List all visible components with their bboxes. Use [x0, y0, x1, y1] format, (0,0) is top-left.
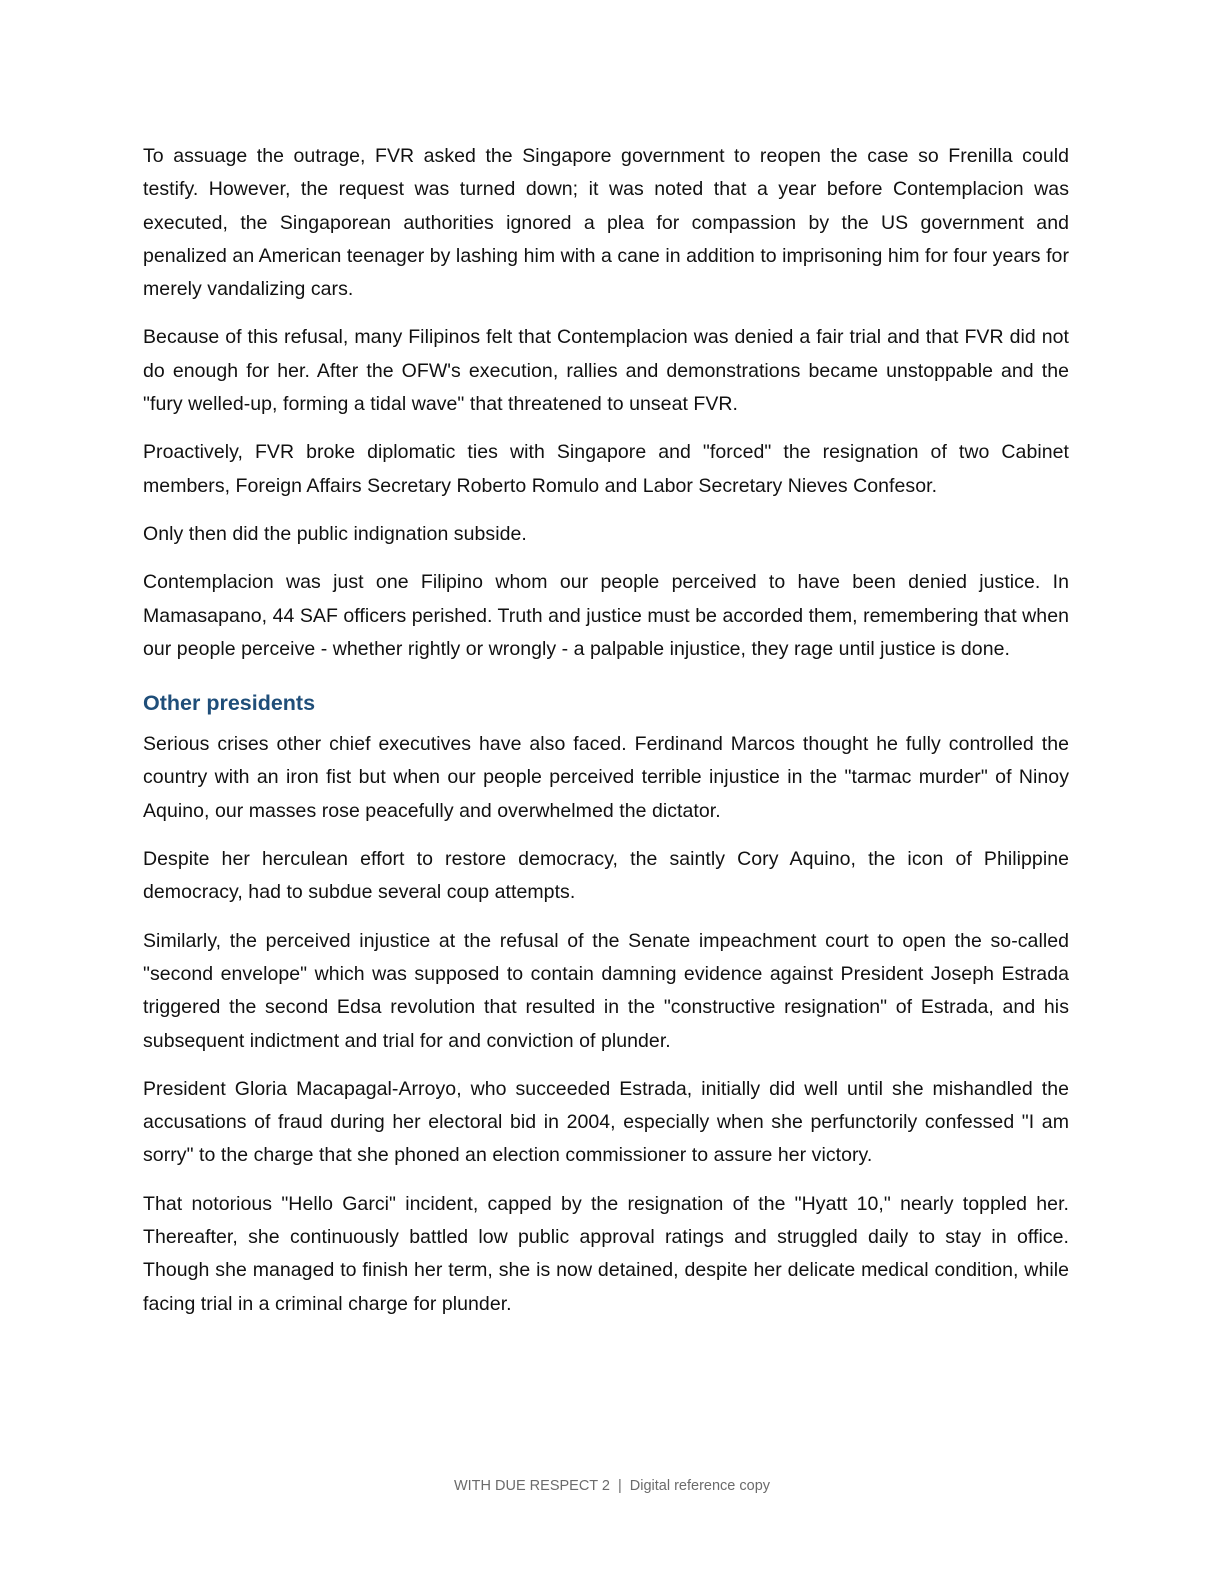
paragraph-3: Proactively, FVR broke diplomatic ties with Singapore and "forced" the resignation of two Cabinet members, Foreign Affairs Secretary Roberto Romulo and Labor Secretary Nieves Confesor.	[143, 441, 1069, 497]
paragraph-4: Only then did the public indignation subside.	[143, 522, 527, 545]
page-footer	[0, 1478, 1224, 1494]
paragraph-8: Similarly, the perceived injustice at the refusal of the Senate impeachment court to open the so-called "second envelope" which was supposed to contain damning evidence against President Joseph Estrada triggered the second Edsa revolution that resulted in the "constructive resignation" of Estrada, and his subsequent indictment and trial for and conviction of plunder.	[143, 929, 1069, 1052]
paragraph-10: That notorious "Hello Garci" incident, capped by the resignation of the "Hyatt 10," nearly toppled her. Thereafter, she continuously battled low public approval ratings and struggled daily to stay in office. Though she managed to finish her term, she is now detained, despite her delicate medical condition, while facing trial in a criminal charge for plunder.	[143, 1192, 1069, 1315]
footer-separator: |	[618, 1478, 622, 1494]
paragraph-7: Despite her herculean effort to restore democracy, the saintly Cory Aquino, the icon of Philippine democracy, had to subdue several coup attempts.	[143, 848, 1069, 904]
paragraph-1: To assuage the outrage, FVR asked the Singapore government to reopen the case so Frenilla could testify. However, the request was turned down; it was noted that a year before Contemplacion was executed, the Singaporean authorities ignored a plea for compassion by the US government and penalized an American teenager by lashing him with a cane in addition to imprisoning him for four years for merely vandalizing cars.	[143, 145, 1069, 301]
section-heading: Other presidents	[143, 691, 316, 716]
paragraph-2: Because of this refusal, many Filipinos felt that Contemplacion was denied a fair trial and that FVR did not do enough for her. After the OFW's execution, rallies and demonstrations became unstoppable and the "fury welled-up, forming a tidal wave" that threatened to unseat FVR.	[143, 326, 1069, 416]
paragraph-6: Serious crises other chief executives have also faced. Ferdinand Marcos thought he fully controlled the country with an iron fist but when our people perceived terrible injustice in the "tarmac murder" of Ninoy Aquino, our masses rose peacefully and overwhelmed the dictator.	[143, 733, 1069, 822]
paragraph-9: President Gloria Macapagal-Arroyo, who succeeded Estrada, initially did well until she mishandled the accusations of fraud during her electoral bid in 2004, especially when she perfunctorily confessed "I am sorry" to the charge that she phoned an election commissioner to assure her victory.	[143, 1077, 1069, 1167]
footer-title: WITH DUE RESPECT 2	[453, 1478, 610, 1494]
paragraph-5: Contemplacion was just one Filipino whom our people perceived to have been denied justice. In Mamasapano, 44 SAF officers perished. Truth and justice must be accorded them, remembering that when our people perceive - whether rightly or wrongly - a palpable injustice, they rage until justice is done.	[143, 571, 1069, 660]
footer-note: Digital reference copy	[629, 1478, 771, 1494]
document-body	[143, 140, 1069, 1336]
